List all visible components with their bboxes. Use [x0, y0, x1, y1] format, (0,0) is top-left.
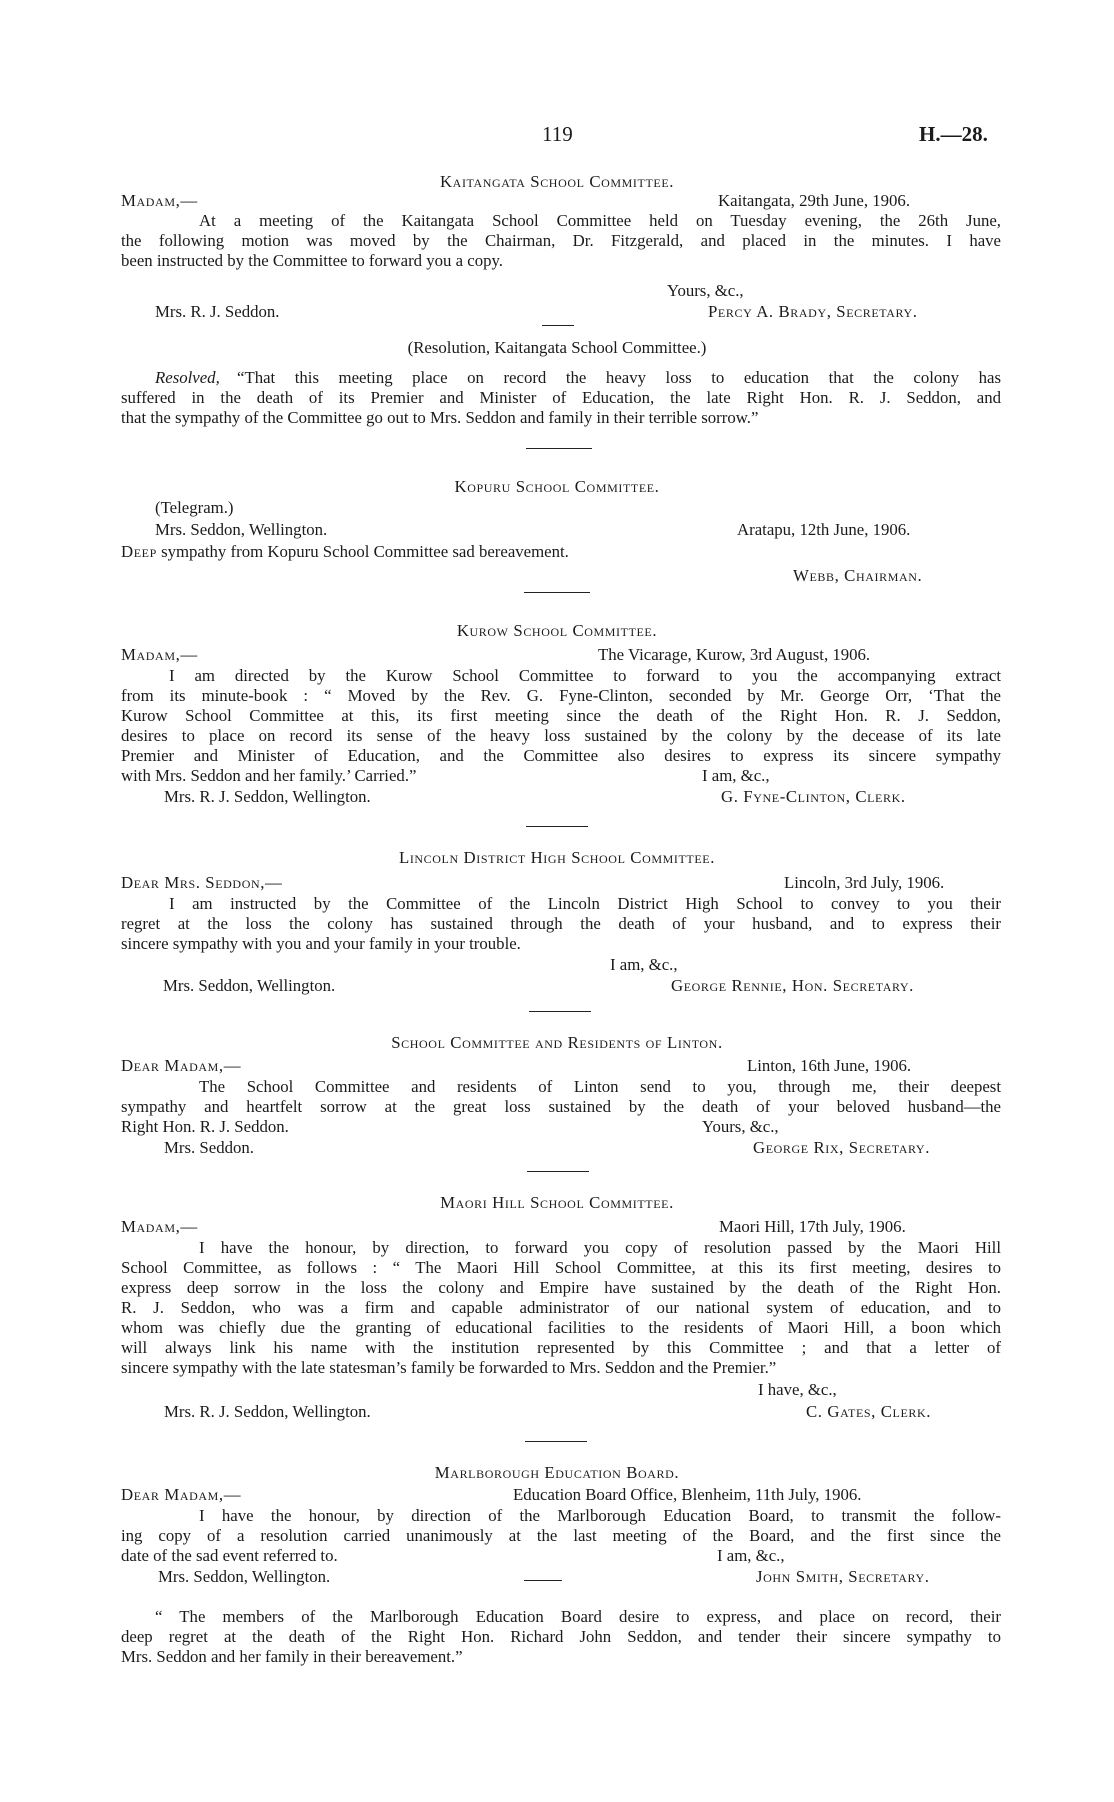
kopuru-place-date: Aratapu, 12th June, 1906.: [737, 520, 911, 539]
marlborough-body-line: date of the sad event referred to.: [121, 1546, 338, 1565]
maori-hill-salutation: Madam,—: [121, 1217, 198, 1236]
kaitangata-signature: Percy A. Brady, Secretary.: [708, 302, 918, 321]
kurow-place-date: The Vicarage, Kurow, 3rd August, 1906.: [598, 645, 871, 664]
section-divider: [525, 1441, 587, 1442]
kurow-body-line: from its minute-book : “ Moved by the Rev. G. Fyne-Clinton, seconded by Mr. George Orr, ‘That the: [121, 686, 1001, 705]
section-divider: [526, 448, 592, 449]
linton-addressee: Mrs. Seddon.: [164, 1138, 254, 1157]
section-divider: [526, 826, 588, 827]
marlborough-closing: I am, &c.,: [717, 1546, 785, 1565]
kaitangata-resolution-lead: Resolved,: [155, 368, 220, 387]
marlborough-body-line: I have the honour, by direction of the Marlborough Education Board, to transmit the follow-: [199, 1506, 1001, 1525]
linton-signature: George Rix, Secretary.: [753, 1138, 930, 1157]
kaitangata-title: Kaitangata School Committee.: [439, 172, 675, 191]
kurow-body-line: Kurow School Committee at this, its first meeting since the death of the Right Hon. R. J. Seddon,: [121, 706, 1001, 725]
maori-hill-body-line: I have the honour, by direction, to forward you copy of resolution passed by the Maori Hill: [199, 1238, 1001, 1257]
lincoln-place-date: Lincoln, 3rd July, 1906.: [784, 873, 945, 892]
kaitangata-salutation: Madam,—: [121, 191, 198, 210]
section-divider: [524, 592, 590, 593]
linton-body-line: sympathy and heartfelt sorrow at the great loss sustained by the death of your beloved husband—the: [121, 1097, 1001, 1116]
maori-hill-addressee: Mrs. R. J. Seddon, Wellington.: [164, 1402, 371, 1421]
kaitangata-closing: Yours, &c.,: [667, 281, 744, 300]
kurow-signature: G. Fyne-Clinton, Clerk.: [721, 787, 906, 806]
kaitangata-body-line: At a meeting of the Kaitangata School Committee held on Tuesday evening, the 26th June,: [199, 211, 1001, 230]
kurow-body-line: I am directed by the Kurow School Committee to forward to you the accompanying extract: [169, 666, 1001, 685]
maori-hill-place-date: Maori Hill, 17th July, 1906.: [719, 1217, 906, 1236]
kaitangata-body-line: the following motion was moved by the Chairman, Dr. Fitzgerald, and placed in the minutes. I have: [121, 231, 1001, 250]
kopuru-title: Kopuru School Committee.: [454, 477, 660, 496]
kaitangata-place-date: Kaitangata, 29th June, 1906.: [718, 191, 911, 210]
section-divider: [542, 325, 574, 326]
linton-place-date: Linton, 16th June, 1906.: [747, 1056, 912, 1075]
maori-hill-body-line: sincere sympathy with the late statesman’s family be forwarded to Mrs. Seddon and the Premier.”: [121, 1358, 777, 1377]
page-number: 119: [542, 122, 573, 146]
kopuru-addressee: Mrs. Seddon, Wellington.: [155, 520, 328, 539]
kurow-salutation: Madam,—: [121, 645, 198, 664]
lincoln-body-line: sincere sympathy with you and your family in your trouble.: [121, 934, 521, 953]
lincoln-signature: George Rennie, Hon. Secretary.: [671, 976, 914, 995]
marlborough-place-date: Education Board Office, Blenheim, 11th July, 1906.: [513, 1485, 862, 1504]
kurow-addressee: Mrs. R. J. Seddon, Wellington.: [164, 787, 371, 806]
marlborough-resolution-line: Mrs. Seddon and her family in their bereavement.”: [121, 1647, 463, 1666]
kaitangata-resolution-line: suffered in the death of its Premier and Minister of Education, the late Right Hon. R. J. Seddon, and: [121, 388, 1001, 407]
kurow-body-line: with Mrs. Seddon and her family.’ Carried.”: [121, 766, 417, 785]
kopuru-signature: Webb, Chairman.: [793, 566, 923, 585]
lincoln-body-line: regret at the loss the colony has sustained through the death of your husband, and to express their: [121, 914, 1001, 933]
linton-closing: Yours, &c.,: [702, 1117, 779, 1136]
lincoln-addressee: Mrs. Seddon, Wellington.: [163, 976, 336, 995]
linton-title: School Committee and Residents of Linton.: [391, 1033, 723, 1052]
maori-hill-body-line: School Committee, as follows : “ The Maori Hill School Committee, at this its first meeting, desires to: [121, 1258, 1001, 1277]
maori-hill-body-line: will always link his name with the institution represented by this Committee ; and that a letter of: [121, 1338, 1001, 1357]
linton-body-line: Right Hon. R. J. Seddon.: [121, 1117, 289, 1136]
lincoln-salutation: Dear Mrs. Seddon,—: [121, 873, 283, 892]
kopuru-message: Deep sympathy from Kopuru School Committee sad bereavement.: [121, 542, 569, 561]
maori-hill-title: Maori Hill School Committee.: [440, 1193, 674, 1212]
lincoln-closing: I am, &c.,: [610, 955, 678, 974]
kaitangata-resolution-heading: (Resolution, Kaitangata School Committee.): [407, 338, 707, 357]
maori-hill-signature: C. Gates, Clerk.: [806, 1402, 932, 1421]
linton-salutation: Dear Madam,—: [121, 1056, 242, 1075]
marlborough-salutation: Dear Madam,—: [121, 1485, 242, 1504]
marlborough-signature: John Smith, Secretary.: [756, 1567, 930, 1586]
lincoln-body-line: I am instructed by the Committee of the Lincoln District High School to convey to you their: [169, 894, 1001, 913]
maori-hill-body-line: express deep sorrow in the loss the colony and Empire have sustained by the death of the Right Hon.: [121, 1278, 1001, 1297]
kurow-body-line: desires to place on record its sense of the heavy loss sustained by the colony by the decease of its late: [121, 726, 1001, 745]
marlborough-resolution-line: deep regret at the death of the Right Hon. Richard John Seddon, and tender their sincere sympathy to: [121, 1627, 1001, 1646]
document-reference: H.—28.: [919, 122, 988, 146]
section-divider: [527, 1171, 589, 1172]
kaitangata-resolution-line: that the sympathy of the Committee go out to Mrs. Seddon and family in their terrible sorrow.”: [121, 408, 759, 427]
kurow-body-line: Premier and Minister of Education, and the Committee also desires to express its sincere sympathy: [121, 746, 1001, 765]
marlborough-addressee: Mrs. Seddon, Wellington.: [158, 1567, 331, 1586]
kaitangata-resolution-line: “That this meeting place on record the heavy loss to education that the colony has: [237, 368, 1001, 387]
linton-body-line: The School Committee and residents of Linton send to you, through me, their deepest: [199, 1077, 1001, 1096]
maori-hill-body-line: R. J. Seddon, who was a firm and capable administrator of our national system of education, and to: [121, 1298, 1001, 1317]
kurow-title: Kurow School Committee.: [456, 621, 658, 640]
kopuru-telegram: (Telegram.): [155, 498, 234, 517]
marlborough-title: Marlborough Education Board.: [434, 1463, 680, 1482]
kaitangata-body-line: been instructed by the Committee to forward you a copy.: [121, 251, 503, 270]
kaitangata-addressee: Mrs. R. J. Seddon.: [155, 302, 280, 321]
section-divider: [524, 1580, 562, 1581]
section-divider: [529, 1011, 591, 1012]
maori-hill-closing: I have, &c.,: [758, 1380, 837, 1399]
marlborough-resolution-line: “ The members of the Marlborough Education Board desire to express, and place on record, their: [155, 1607, 1001, 1626]
kurow-closing: I am, &c.,: [702, 766, 770, 785]
maori-hill-body-line: whom was chiefly due the granting of educational facilities to the residents of Maori Hill, a boon which: [121, 1318, 1001, 1337]
lincoln-title: Lincoln District High School Committee.: [398, 848, 716, 867]
marlborough-body-line: ing copy of a resolution carried unanimously at the last meeting of the Board, and the first since the: [121, 1526, 1001, 1545]
